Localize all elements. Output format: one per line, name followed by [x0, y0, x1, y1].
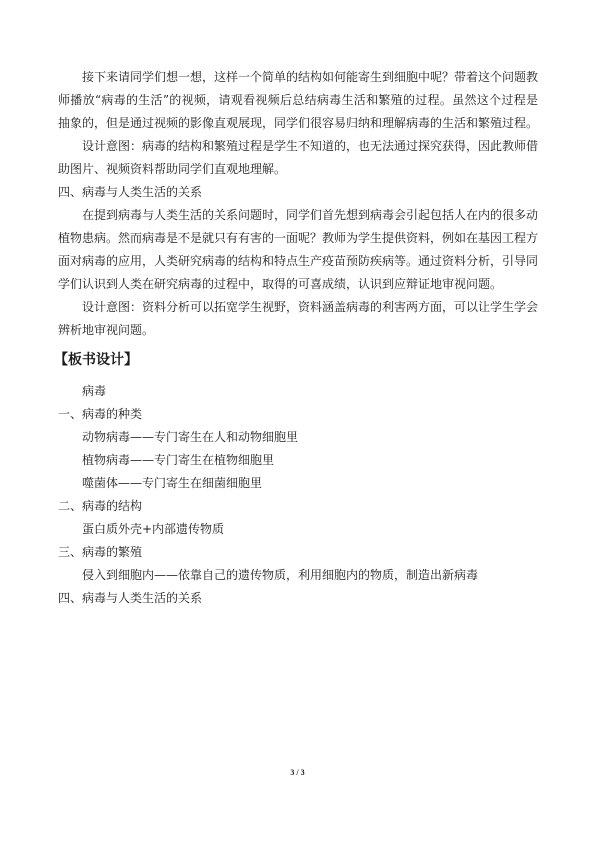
board-item-animal-virus: 动物病毒——专门寄生在人和动物细胞里: [82, 430, 299, 444]
board-main-title: 病毒: [82, 384, 107, 398]
paragraph-virus-video: 接下来请同学们想一想，这样一个简单的结构如何能寄生到细胞中呢？带着这个问题教师播放“病毒的生活”的视频，请观看视频后总结病毒生活和繁殖的过程。虽然这个过程是抽象的，但是通过视频的影像直观展现，同学们很容易归纳和理解病毒的生活和繁殖过程。: [58, 70, 539, 130]
board-section-human-life: 四、病毒与人类生活的关系: [58, 591, 203, 605]
board-item-structure: 蛋白质外壳+内部遗传物质: [82, 522, 225, 536]
board-item-reproduction: 侵入到细胞内——依靠自己的遗传物质，利用细胞内的物质，制造出新病毒: [82, 568, 479, 582]
board-item-bacteriophage: 噬菌体——专门寄生在细菌细胞里: [82, 476, 263, 490]
paragraph-virus-relation: 在提到病毒与人类生活的关系问题时，同学们首先想到病毒会引起包括人在内的很多动植物患病。然而病毒是不是就只有有害的一面呢？教师为学生提供资料，例如在基因工程方面对病毒的应用，人类研究病毒的结构和特点生产疫苗预防疾病等。通过资料分析，引导同学们认识到人类在研究病毒的过程中，取得的可喜成绩，认识到应辩证地审视问题。: [58, 208, 539, 291]
paragraph-design-intent-2: 设计意图：资料分析可以拓宽学生视野，资料涵盖病毒的利害两方面，可以让学生学会辨析地审视问题。: [58, 300, 539, 337]
board-section-reproduction: 三、病毒的繁殖: [58, 545, 143, 559]
board-section-types: 一、病毒的种类: [58, 407, 143, 421]
board-item-plant-virus: 植物病毒——专门寄生在植物细胞里: [82, 453, 275, 467]
board-section-structure: 二、病毒的结构: [58, 499, 143, 513]
board-outline: [58, 380, 538, 610]
document-page: [54, 66, 539, 610]
page-number: 3 / 3: [290, 768, 305, 777]
board-design-title: 【板书设计】: [54, 352, 138, 368]
heading-virus-and-human-life: 四、病毒与人类生活的关系: [58, 185, 203, 199]
paragraph-design-intent-1: 设计意图：病毒的结构和繁殖过程是学生不知道的，也无法通过探究获得，因此教师借助图片、视频资料帮助同学们直观地理解。: [58, 139, 539, 176]
